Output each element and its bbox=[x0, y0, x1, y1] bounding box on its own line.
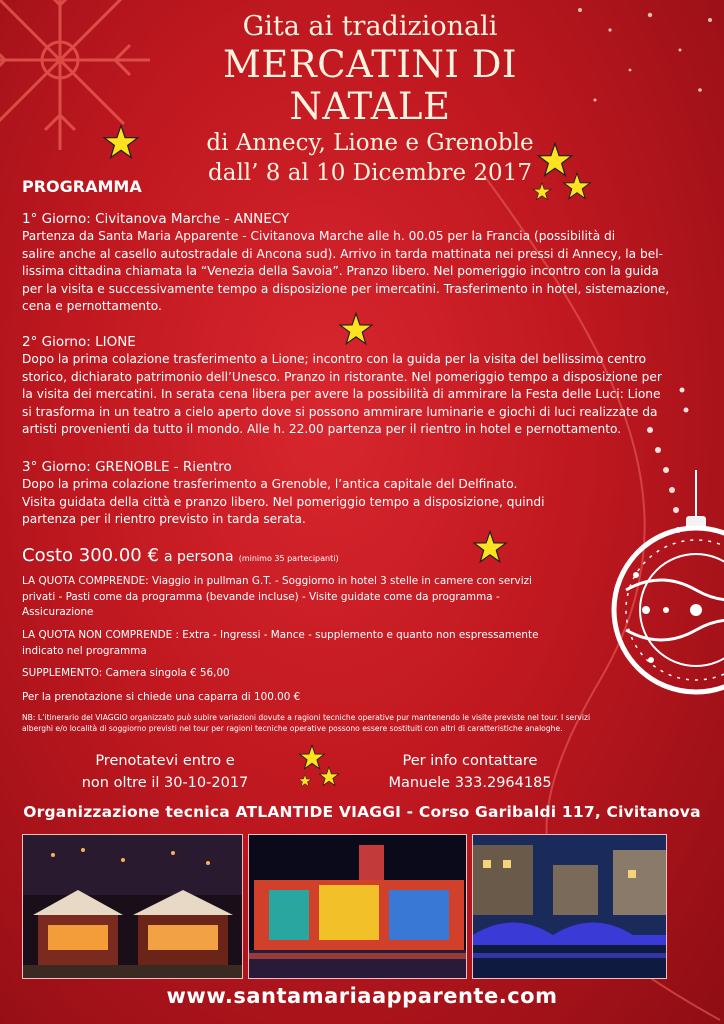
day-1-line: cena e pernottamento. bbox=[22, 299, 162, 314]
nb-line: NB: L’itinerario del VIAGGIO organizzato può subire variazioni dovute a ragioni tecniche operative pur mantenendo le visite previste nel tour. I servizi bbox=[22, 713, 591, 722]
day-1-line: Partenza da Santa Maria Apparente - Civitanova Marche alle h. 00.05 per la Francia (possibilità di bbox=[22, 229, 616, 243]
nb-note bbox=[22, 712, 697, 734]
photo-lyon-lights bbox=[248, 834, 467, 979]
day-3-line: Visita guidata della città e pranzo libero. Nel pomeriggio tempo a disposizione, quindi bbox=[22, 494, 545, 509]
day-2-line: Dopo la prima colazione trasferimento a Lione; incontro con la guida per la visita del bellissimo centro bbox=[22, 352, 647, 366]
photo-annecy-market bbox=[22, 834, 243, 979]
title-line-1: Gita ai tradizionali bbox=[242, 11, 498, 42]
title-dates: dall’ 8 al 10 Dicembre 2017 bbox=[208, 160, 532, 186]
contact-line-2: Manuele 333.2964185 bbox=[388, 775, 552, 791]
day-2-title: 2° Giorno: LIONE bbox=[22, 334, 136, 350]
non-comprende-line: LA QUOTA NON COMPRENDE : Extra - Ingressi - Mance - supplemento e quanto non espressamente bbox=[22, 629, 539, 641]
title-destinations: di Annecy, Lione e Grenoble bbox=[206, 130, 534, 156]
contact-info bbox=[360, 750, 580, 794]
day-2-line: artisti provenienti da tutto il mondo. Alle h. 22.00 partenza per il rientro in hotel e pernottamento. bbox=[22, 422, 622, 437]
cost-minimum: (minimo 35 partecipanti) bbox=[238, 554, 339, 563]
star-icon bbox=[102, 124, 140, 162]
day-2-line: si trasforma in un teatro a cielo aperto dove si possono ammirare luminarie e giochi di luci realizzate da bbox=[22, 404, 658, 419]
booking-deadline bbox=[40, 750, 290, 794]
contact-line-1: Per info contattare bbox=[402, 753, 538, 769]
day-3-section bbox=[22, 459, 697, 529]
day-1-section bbox=[22, 211, 697, 316]
star-icon bbox=[318, 766, 340, 788]
non-comprende-line: indicato nel programma bbox=[22, 644, 147, 657]
day-2-line: storico, dichiarato patrimonio dell’Unesco. Pranzo in ristorante. Nel pomeriggio tempo a disposizione per bbox=[22, 369, 662, 384]
title-block bbox=[150, 10, 590, 188]
comprende-line: privati - Pasti come da programma (bevande incluse) - Visite guidate come da programma - bbox=[22, 590, 500, 603]
booking-line-1: Prenotatevi entro e bbox=[95, 753, 235, 769]
day-1-line: lissima cittadina chiamata la “Venezia della Savoia”. Pranzo libero. Nel pomeriggio incontro con la guida bbox=[22, 264, 659, 279]
day-1-line: per la visita e successivamente tempo a disposizione per imercatini. Trasferimento in hotel, sistemazione, bbox=[22, 281, 670, 296]
star-icon bbox=[298, 774, 312, 788]
day-2-section bbox=[22, 334, 697, 439]
day-3-line: Dopo la prima colazione trasferimento a Grenoble, l’antica capitale del Delfinato. bbox=[22, 477, 518, 491]
quota-comprende bbox=[22, 574, 697, 621]
programma-heading: PROGRAMMA bbox=[22, 177, 142, 196]
day-1-title: 1° Giorno: Civitanova Marche - ANNECY bbox=[22, 211, 290, 227]
day-3-title: 3° Giorno: GRENOBLE - Rientro bbox=[22, 459, 232, 475]
day-3-line: partenza per il rientro previsto in tarda serata. bbox=[22, 512, 306, 527]
day-2-line: la visita dei mercatini. In serata cena libera per avere la possibilità di ammirare la Festa delle Luci: Lione bbox=[22, 387, 661, 402]
website-link[interactable]: www.santamariaapparente.com bbox=[166, 984, 558, 1008]
caparra: Per la prenotazione si chiede una caparra di 100.00 € bbox=[22, 691, 301, 703]
nb-line: alberghi e/o località di soggiorno previsti nel tour per ragioni tecniche operative possono essere sostituiti con altri di caratteristiche analoghe. bbox=[22, 724, 563, 733]
quota-non-comprende bbox=[22, 628, 697, 659]
organization: Organizzazione tecnica ATLANTIDE VIAGGI - Corso Garibaldi 117, Civitanova bbox=[23, 803, 701, 821]
comprende-line: Assicurazione bbox=[22, 606, 94, 618]
cost-line bbox=[22, 545, 697, 566]
booking-line-2: non oltre il 30-10-2017 bbox=[81, 775, 249, 791]
comprende-line: LA QUOTA COMPRENDE: Viaggio in pullman G.T. - Soggiorno in hotel 3 stelle in camere con servizi bbox=[22, 575, 532, 587]
day-1-line: salire anche al casello autostradale di Ancona sud). Arrivo in tarda mattinata nei pressi di Annecy, la bel- bbox=[22, 246, 664, 261]
supplemento: SUPPLEMENTO: Camera singola € 56,00 bbox=[22, 667, 230, 679]
title-main: MERCATINI DI NATALE bbox=[222, 43, 518, 128]
cost-amount: Costo 300.00 € bbox=[22, 545, 159, 566]
cost-per-person: a persona bbox=[164, 549, 234, 565]
photo-annecy-canal bbox=[472, 834, 667, 979]
